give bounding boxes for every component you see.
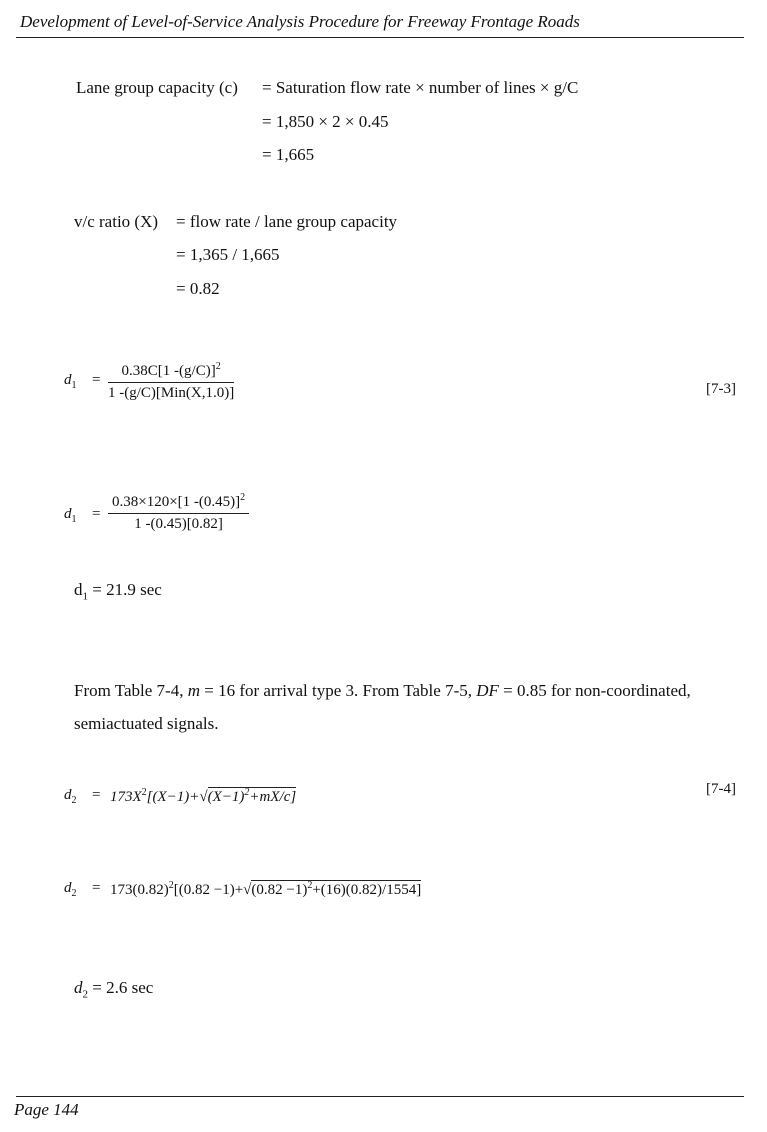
paragraph-line-2: semiactuated signals. bbox=[74, 714, 219, 733]
page-number: Page 144 bbox=[14, 1100, 79, 1119]
footer-rule bbox=[16, 1096, 744, 1097]
eq73-equals: = bbox=[92, 372, 101, 388]
eq73-lhs: $d_1$ bbox=[64, 372, 77, 391]
capacity-label: Lane group capacity (c) bbox=[76, 78, 238, 97]
eq74-number: [7-4] bbox=[706, 781, 736, 797]
eq73-sub-denominator: 1 -(0.45)[0.82] bbox=[134, 516, 223, 532]
running-header: Development of Level-of-Service Analysis Procedure for Freeway Frontage Roads bbox=[20, 12, 580, 31]
eq74-sub-rhs: $173(0.82)^2[(0.82 -1)+√(0.82 -1)^2+(16)(0.82)/1554]$ bbox=[110, 880, 422, 898]
capacity-line-1: = Saturation flow rate × number of lines × g/C bbox=[262, 78, 579, 97]
vc-line-1: = flow rate / lane group capacity bbox=[176, 212, 398, 231]
vc-label: v/c ratio (X) bbox=[74, 212, 159, 231]
vc-line-2: = 1,365 / 1,665 bbox=[176, 245, 280, 264]
eq73-sub-lhs: $d_1$ bbox=[64, 506, 77, 525]
eq73-numerator: 0.38C[1 -(g/C)]$^2$ bbox=[108, 361, 234, 383]
eq73-denominator: 1 -(g/C)[Min(X,1.0)] bbox=[108, 385, 235, 401]
d2-result: $d_2 = 2.6$ sec bbox=[74, 978, 154, 1001]
eq73-number: [7-3] bbox=[706, 381, 736, 397]
vc-line-3: = 0.82 bbox=[176, 279, 220, 298]
paragraph-line-1: From Table 7-4, m = 16 for arrival type 3. From Table 7-5, DF = 0.85 for non-coordinated, bbox=[74, 681, 691, 700]
eq74-equals: = bbox=[92, 787, 101, 803]
eq74-sub-equals: = bbox=[92, 880, 101, 896]
header-rule bbox=[16, 37, 744, 38]
capacity-line-3: = 1,665 bbox=[262, 145, 315, 164]
eq74-sub-lhs: $d_2$ bbox=[64, 880, 77, 899]
capacity-line-2: = 1,850 × 2 × 0.45 bbox=[262, 112, 389, 131]
eq74-lhs: $d_2$ bbox=[64, 787, 77, 806]
eq73-fraction bbox=[108, 361, 234, 402]
d1-result: $d_1 = 21.9$ sec bbox=[74, 580, 162, 603]
eq73-sub-equals: = bbox=[92, 506, 101, 522]
eq74-rhs: $173X^2[(X-1)+√(X-1)^2+mX/c]$ bbox=[110, 787, 297, 805]
eq73-sub-fraction bbox=[108, 492, 249, 533]
eq73-sub-numerator: 0.38×120×[1 -(0.45)]$^2$ bbox=[108, 492, 249, 514]
